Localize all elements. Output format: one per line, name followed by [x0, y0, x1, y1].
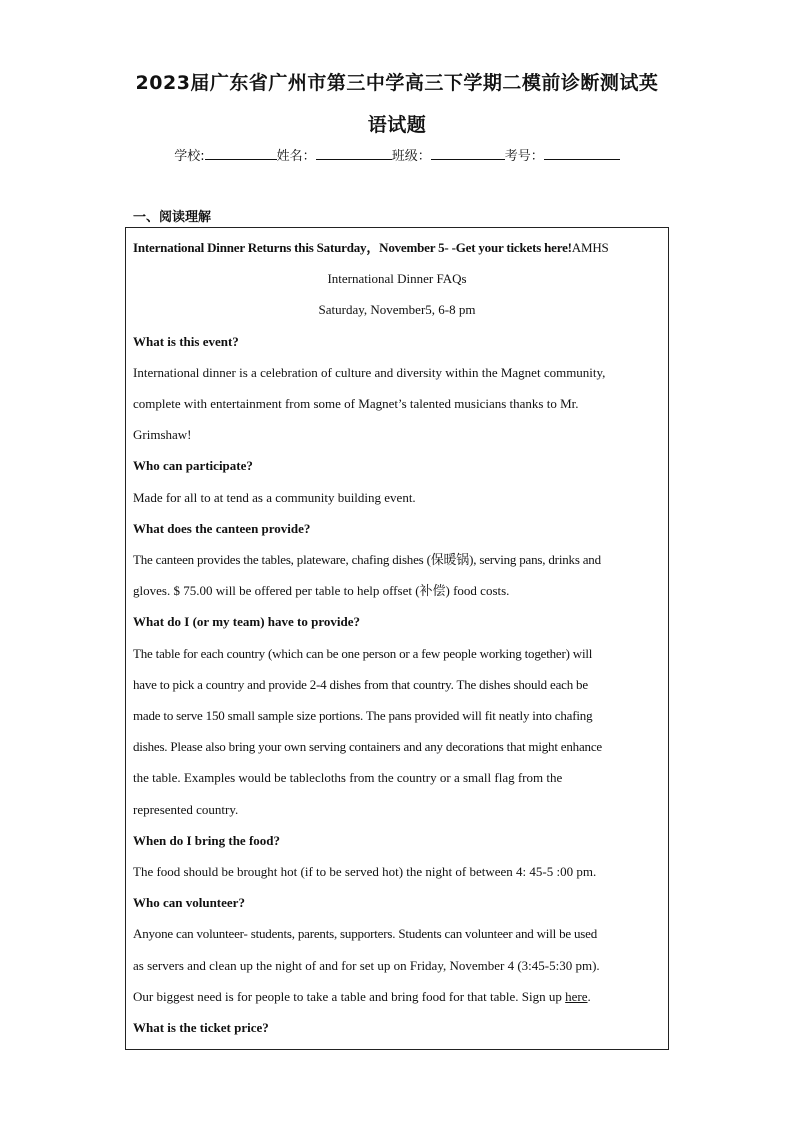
class-label: 班级：: [391, 149, 431, 164]
school-blank: [205, 145, 277, 160]
answer-line: gloves. $ 75.00 will be offered per table to help offset (补偿) food costs.: [133, 583, 510, 598]
number-blank: [544, 145, 620, 160]
question-heading: Who can volunteer?: [133, 895, 245, 910]
signup-link[interactable]: here: [565, 989, 588, 1004]
question-heading: What does the canteen provide?: [133, 521, 311, 536]
headline-bold: International Dinner Returns this Saturday，November 5- -Get your tickets here!: [133, 240, 572, 255]
headline-tail: AMHS: [571, 240, 609, 255]
school-label: 学校:: [174, 149, 205, 164]
answer-line: have to pick a country and provide 2-4 dishes from that country. The dishes should each be: [133, 677, 588, 692]
question-heading: What do I (or my team) have to provide?: [133, 614, 361, 629]
class-blank: [431, 145, 505, 160]
answer-line: The canteen provides the tables, plateware, chafing dishes (保暖锅), serving pans, drinks and: [133, 552, 601, 567]
answer-line: the table. Examples would be tablecloths from the country or a small flag from the: [133, 770, 563, 785]
document-title-line-2: 语试题: [367, 114, 427, 136]
answer-line: [133, 987, 661, 1007]
answer-line: Anyone can volunteer- students, parents, supporters. Students can volunteer and will be used: [133, 926, 598, 941]
answer-line: Made for all to at tend as a community building event.: [133, 490, 416, 505]
answer-line: The food should be brought hot (if to be served hot) the night of between 4: 45-5 :00 pm.: [133, 864, 597, 879]
signup-text: Our biggest need is for people to take a table and bring food for that table. Sign up: [133, 989, 566, 1004]
document-title-line-1: 2023届广东省广州市第三中学高三下学期二模前诊断测试英: [135, 72, 659, 94]
passage-date: Saturday, November5, 6-8 pm: [318, 302, 476, 317]
answer-line: complete with entertainment from some of Magnet’s talented musicians thanks to Mr.: [133, 396, 579, 411]
signup-period: .: [587, 989, 591, 1004]
passage-subtitle: International Dinner FAQs: [327, 271, 467, 286]
answer-line: International dinner is a celebration of culture and diversity within the Magnet community,: [133, 365, 606, 380]
answer-line: as servers and clean up the night of and for set up on Friday, November 4 (3:45-5:30 pm).: [133, 958, 600, 973]
answer-line: Grimshaw!: [133, 427, 192, 442]
answer-line: The table for each country (which can be one person or a few people working together) will: [133, 646, 593, 661]
number-label: 考号：: [504, 149, 544, 164]
student-info-row: [0, 145, 794, 164]
name-label: 姓名：: [276, 149, 316, 164]
question-heading: What is the ticket price?: [133, 1020, 269, 1035]
question-heading: What is this event?: [133, 334, 239, 349]
section-title: 一、阅读理解: [133, 210, 212, 225]
name-blank: [316, 145, 392, 160]
question-heading: When do I bring the food?: [133, 833, 280, 848]
passage-headline: [133, 238, 661, 258]
question-heading: Who can participate?: [133, 458, 253, 473]
answer-line: represented country.: [133, 802, 239, 817]
answer-line: dishes. Please also bring your own serving containers and any decorations that might enhance: [133, 739, 602, 754]
answer-line: made to serve 150 small sample size portions. The pans provided will fit neatly into chafing: [133, 708, 593, 723]
